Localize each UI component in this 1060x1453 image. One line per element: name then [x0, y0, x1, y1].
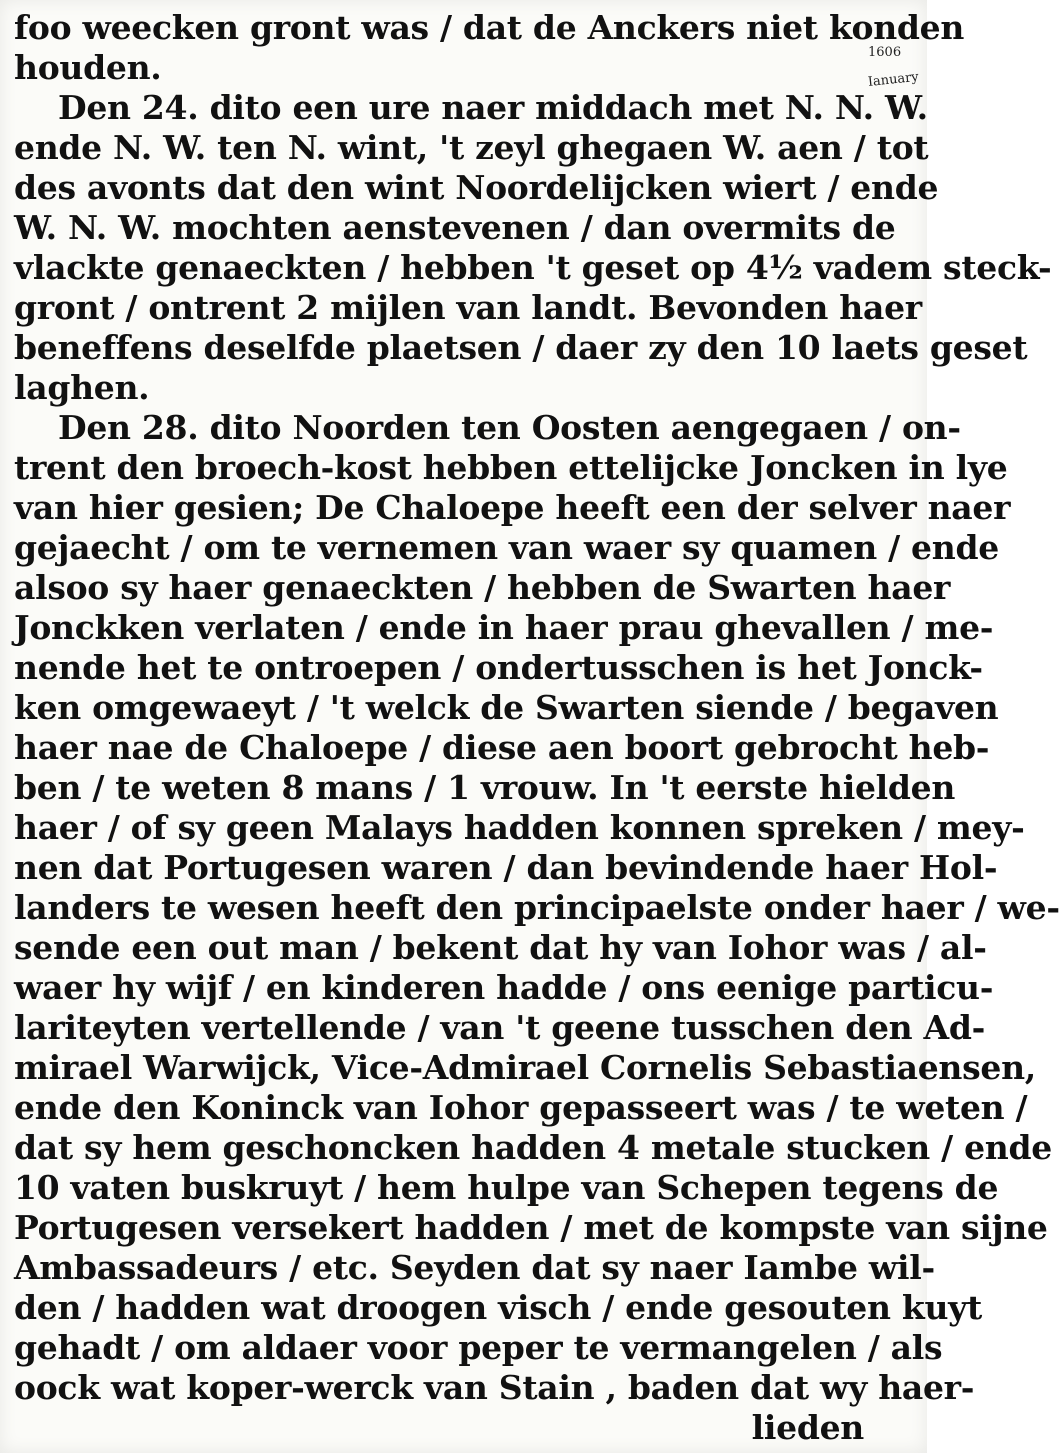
text-line: houden. [14, 48, 162, 87]
text-line: Den 28. dito Noorden ten Oosten aengegaen / on- [58, 408, 961, 447]
text-line: vlackte genaeckten / hebben 't geset op 4½ vadem steck- [14, 248, 1052, 287]
text-line: den / hadden wat droogen visch / ende gesouten kuyt [14, 1288, 982, 1327]
text-line: van hier gesien; De Chaloepe heeft een der selver naer [14, 488, 1011, 527]
text-line: mirael Warwijck, Vice-Admirael Cornelis Sebastiaensen, [14, 1048, 1036, 1087]
text-line: Den 24. dito een ure naer middach met N. N. W. [58, 88, 928, 127]
text-line: W. N. W. mochten aenstevenen / dan overmits de [14, 208, 896, 247]
text-line: laghen. [14, 368, 150, 407]
text-line: ken omgewaeyt / 't welck de Swarten siende / begaven [14, 688, 999, 727]
text-line: Jonckken verlaten / ende in haer prau ghevallen / me- [14, 608, 994, 647]
text-line: nende het te ontroepen / ondertusschen is het Jonck- [14, 648, 983, 687]
text-line: sende een out man / bekent dat hy van Iohor was / al- [14, 928, 987, 967]
text-line: gehadt / om aldaer voor peper te vermangelen / als [14, 1328, 943, 1367]
margin-month: Ianuary [867, 69, 920, 90]
text-line: 10 vaten buskruyt / hem hulpe van Schepen tegens de [14, 1168, 999, 1207]
text-line: haer / of sy geen Malays hadden konnen spreken / mey- [14, 808, 1025, 847]
text-line: ende N. W. ten N. wint, 't zeyl ghegaen W. aen / tot [14, 128, 929, 167]
text-line: des avonts dat den wint Noordelijcken wiert / ende [14, 168, 939, 207]
text-line: haer nae de Chaloepe / diese aen boort gebrocht heb- [14, 728, 990, 767]
text-line: gejaecht / om te vernemen van waer sy quamen / ende [14, 528, 999, 567]
text-line: lariteyten vertellende / van 't geene tusschen den Ad- [14, 1008, 986, 1047]
text-line: nen dat Portugesen waren / dan bevindende haer Hol- [14, 848, 998, 887]
text-line: foo weecken gront was / dat de Anckers niet konden [14, 8, 965, 47]
text-line: Portugesen versekert hadden / met de kompste van sijne [14, 1208, 1048, 1247]
text-line: waer hy wijf / en kinderen hadde / ons eenige particu- [14, 968, 994, 1007]
text-line: landers te wesen heeft den principaelste onder haer / we- [14, 888, 1060, 927]
text-line: ende den Koninck van Iohor gepasseert was / te weten / [14, 1088, 1028, 1127]
margin-note [868, 38, 924, 98]
text-line: lieden [751, 1408, 864, 1447]
margin-year: 1606 [868, 45, 902, 60]
text-line: trent den broech-kost hebben ettelijcke Joncken in lye [14, 448, 1008, 487]
text-line: gront / ontrent 2 mijlen van landt. Bevonden haer [14, 288, 922, 327]
text-line: alsoo sy haer genaeckten / hebben de Swarten haer [14, 568, 951, 607]
text-line: ben / te weten 8 mans / 1 vrouw. In 't eerste hielden [14, 768, 956, 807]
text-line: oock wat koper-werck van Stain , baden dat wy haer- [14, 1368, 975, 1407]
text-line: Ambassadeurs / etc. Seyden dat sy naer Iambe wil- [14, 1248, 935, 1287]
text-line: beneffens deselfde plaetsen / daer zy den 10 laets geset [14, 328, 1028, 367]
text-line: dat sy hem geschoncken hadden 4 metale stucken / ende [14, 1128, 1052, 1167]
